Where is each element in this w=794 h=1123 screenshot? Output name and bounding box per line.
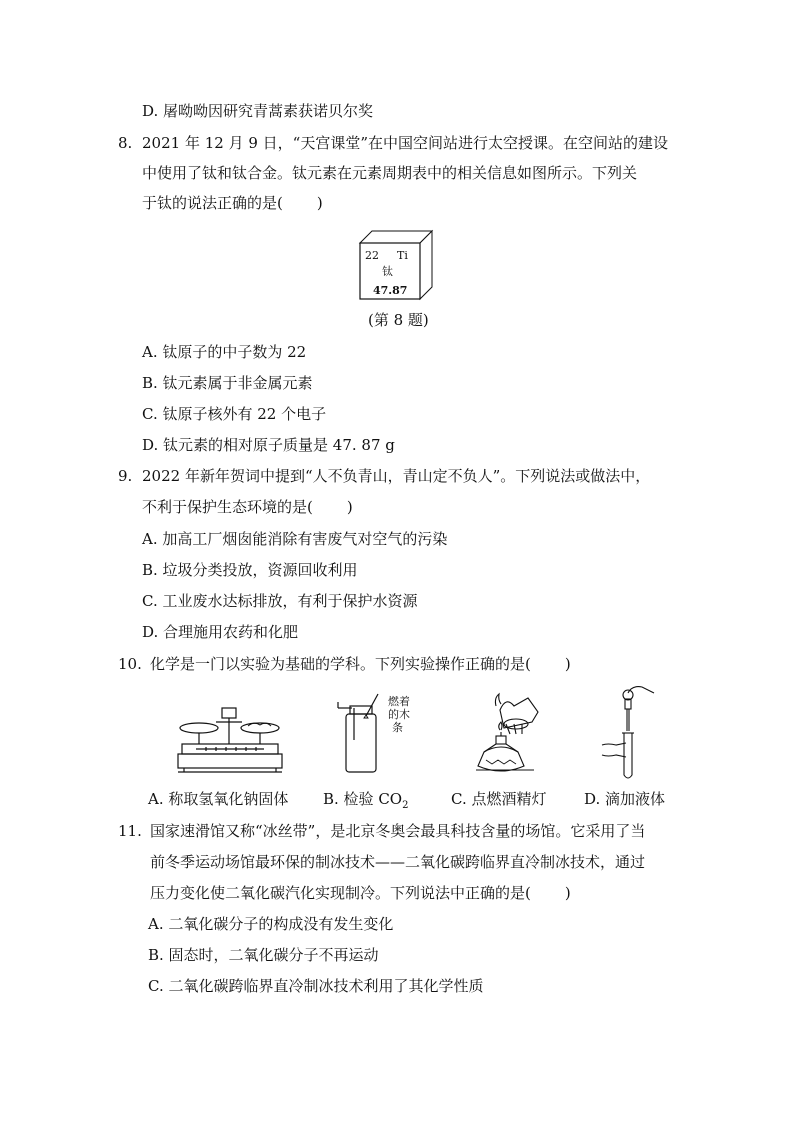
q10-figure-d-dropper xyxy=(598,683,662,781)
q8-stem-line1: 2021 年 12 月 9 日，“天宫课堂”在中国空间站进行太空授课。在空间站的建设 xyxy=(142,134,668,152)
q10-figure-c-alcohol-lamp xyxy=(466,690,550,778)
q8-number: 8. xyxy=(118,134,133,152)
q10-number: 10. xyxy=(118,655,142,673)
q11-option-c: C. 二氧化碳跨临界直冷制冰技术利用了其化学性质 xyxy=(148,977,484,995)
q7-option-d: D. 屠呦呦因研究青蒿素获诺贝尔奖 xyxy=(142,102,374,120)
q10-option-c: C. 点燃酒精灯 xyxy=(451,790,547,808)
q10-figure-b-note-2: 的木 xyxy=(388,708,410,721)
q8-option-c: C. 钛原子核外有 22 个电子 xyxy=(142,405,327,423)
q10-figure-b-note-3: 条 xyxy=(392,721,403,734)
q11-stem-line3: 压力变化使二氧化碳汽化实现制冷。下列说法中正确的是( ) xyxy=(150,884,571,902)
q9-option-c: C. 工业废水达标排放，有利于保护水资源 xyxy=(142,592,418,610)
element-mass: 47.87 xyxy=(373,284,408,297)
element-atomic-number: 22 xyxy=(365,249,379,262)
q8-stem-line2: 中使用了钛和钛合金。钛元素在元素周期表中的相关信息如图所示。下列关 xyxy=(142,164,638,182)
q9-stem-line2: 不利于保护生态环境的是( ) xyxy=(142,498,353,516)
q9-number: 9. xyxy=(118,467,133,485)
element-symbol: Ti xyxy=(397,249,408,262)
q11-stem-line1: 国家速滑馆又称“冰丝带”，是北京冬奥会最具科技含量的场馆。它采用了当 xyxy=(150,822,646,840)
q10-option-d: D. 滴加液体 xyxy=(584,790,666,808)
q10-option-a: A. 称取氢氧化钠固体 xyxy=(148,790,289,808)
q9-option-d: D. 合理施用农药和化肥 xyxy=(142,623,299,641)
q8-stem-line3: 于钛的说法正确的是( ) xyxy=(142,194,323,212)
q10-figure-b-note-1: 燃着 xyxy=(388,695,410,708)
q9-stem-line1: 2022 年新年贺词中提到“人不负青山，青山定不负人”。下列说法或做法中， xyxy=(142,467,651,485)
q11-number: 11. xyxy=(118,822,142,840)
element-card-figure xyxy=(356,227,436,301)
q11-option-a: A. 二氧化碳分子的构成没有发生变化 xyxy=(148,915,394,933)
q8-option-d: D. 钛元素的相对原子质量是 47. 87 g xyxy=(142,436,395,454)
q9-option-b: B. 垃圾分类投放，资源回收利用 xyxy=(142,561,358,579)
q8-option-b: B. 钛元素属于非金属元素 xyxy=(142,374,313,392)
q11-option-b: B. 固态时，二氧化碳分子不再运动 xyxy=(148,946,379,964)
q10-figure-a-balance xyxy=(176,700,284,778)
q8-figure-caption: (第 8 题) xyxy=(368,311,429,329)
q8-option-a: A. 钛原子的中子数为 22 xyxy=(142,343,307,361)
element-name: 钛 xyxy=(382,265,393,278)
q10-figure-b-co2-test xyxy=(334,692,384,776)
q9-option-a: A. 加高工厂烟囱能消除有害废气对空气的污染 xyxy=(142,530,448,548)
q10-stem-line1: 化学是一门以实验为基础的学科。下列实验操作正确的是( ) xyxy=(150,655,571,673)
q11-stem-line2: 前冬季运动场馆最环保的制冰技术——二氧化碳跨临界直冷制冰技术，通过 xyxy=(150,853,646,871)
q10-option-b: B. 检验 $CO_2$ xyxy=(323,790,409,811)
